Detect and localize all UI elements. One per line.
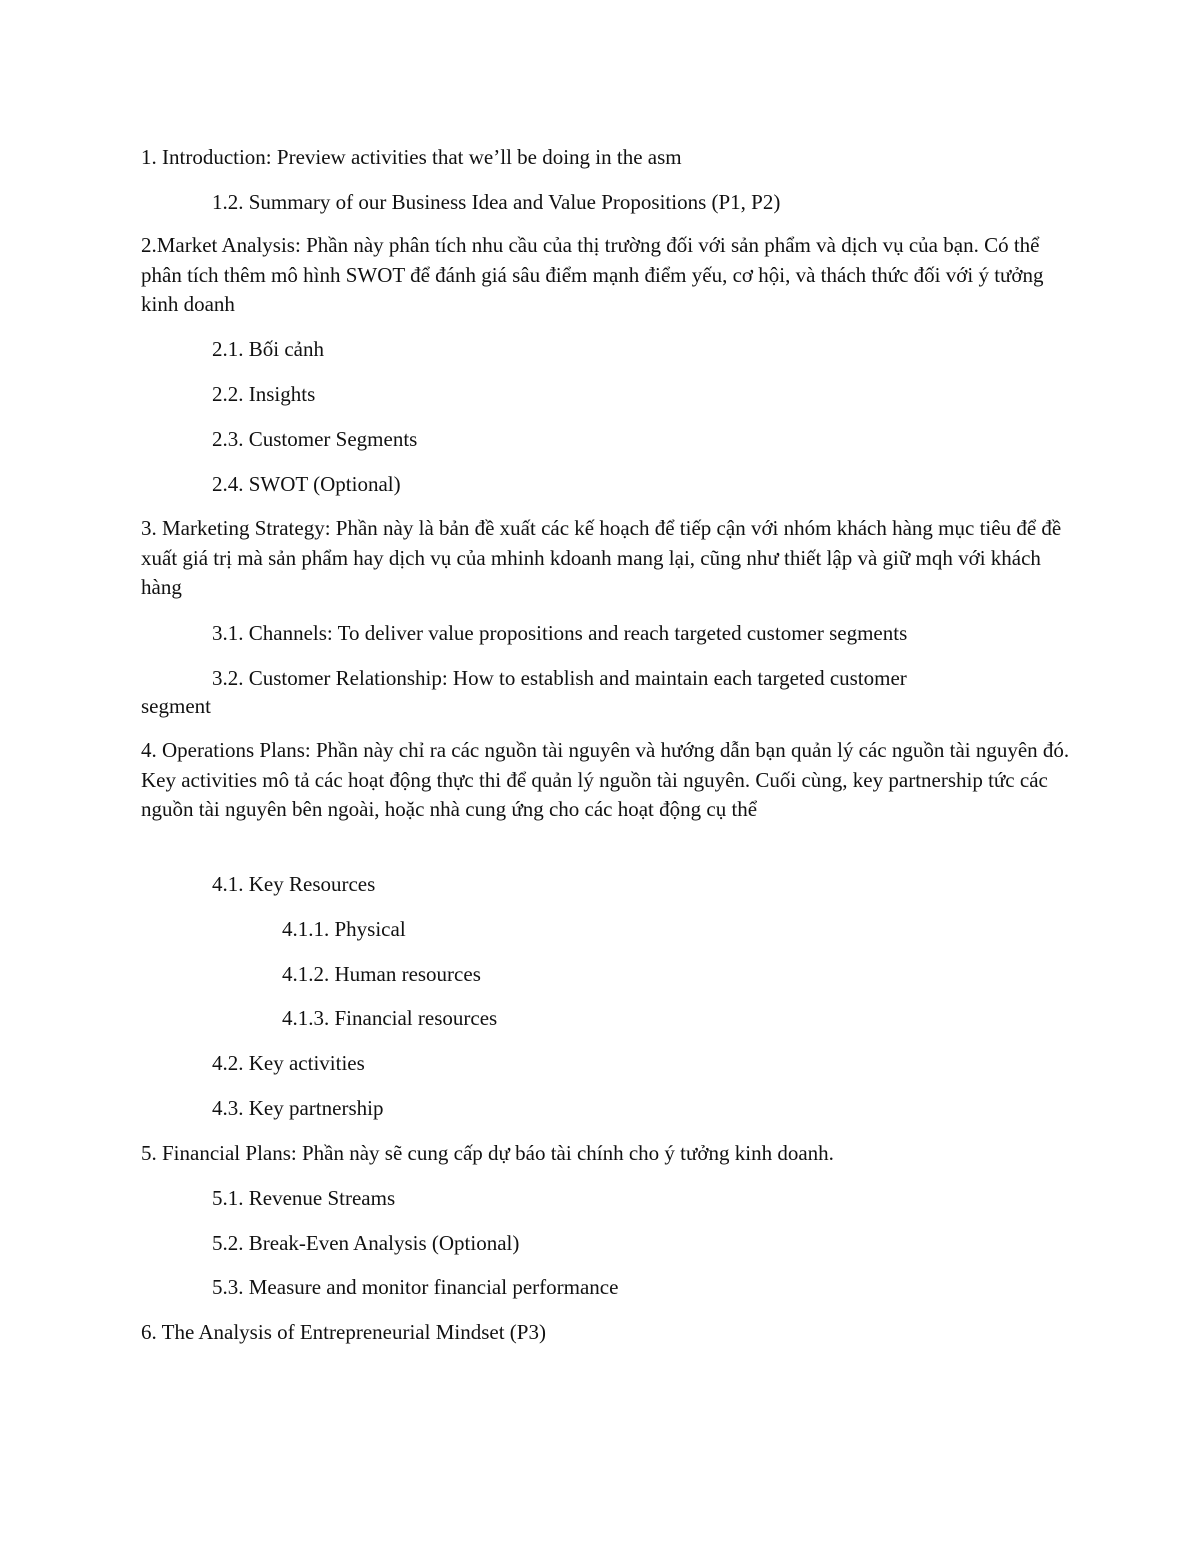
section-5-2-item: 5.2. Break-Even Analysis (Optional) [212,1231,520,1255]
section-5-3-item: 5.3. Measure and monitor financial performance [212,1275,619,1299]
section-3-1-item: 3.1. Channels: To deliver value propositions and reach targeted customer segments [212,621,908,645]
section-4-1-1-item: 4.1.1. Physical [282,917,406,941]
section-2-paragraph: 2.Market Analysis: Phần này phân tích nhu cầu của thị trường đối với sản phẩm và dịch vụ của bạn. Có thể phân tích thêm mô hình SWOT để đánh giá sâu điểm mạnh điểm yếu, cơ hội, và thách thức đối với ý tưởng kinh doanh [141,233,1044,316]
section-1-2-item: 1.2. Summary of our Business Idea and Value Propositions (P1, P2) [212,190,781,214]
section-3-2-item: 3.2. Customer Relationship: How to establish and maintain each targeted customer [212,666,907,690]
section-5-heading: 5. Financial Plans: Phần này sẽ cung cấp dự báo tài chính cho ý tưởng kinh doanh. [141,1141,834,1165]
section-5-1-item: 5.1. Revenue Streams [212,1186,396,1210]
section-4-1-item: 4.1. Key Resources [212,872,376,896]
section-2-4-item: 2.4. SWOT (Optional) [212,472,401,496]
section-3-2-item-continuation: segment [141,694,211,718]
section-4-3-item: 4.3. Key partnership [212,1096,384,1120]
section-4-paragraph: 4. Operations Plans: Phần này chỉ ra các nguồn tài nguyên và hướng dẫn bạn quản lý các nguồn tài nguyên đó. Key activities mô tả các hoạt động thực thi để quản lý nguồn tài nguyên. Cuối cùng, key partnership tức các nguồn tài nguyên bên ngoài, hoặc nhà cung ứng cho các hoạt động cụ thể [141,738,1070,821]
section-2-1-item: 2.1. Bối cảnh [212,337,324,361]
section-2-3-item: 2.3. Customer Segments [212,427,418,451]
section-4-1-3-item: 4.1.3. Financial resources [282,1006,498,1030]
section-4-2-item: 4.2. Key activities [212,1051,365,1075]
section-6-heading: 6. The Analysis of Entrepreneurial Mindset (P3) [141,1320,546,1344]
section-1-heading: 1. Introduction: Preview activities that we’ll be doing in the asm [141,145,682,169]
section-4-1-2-item: 4.1.2. Human resources [282,962,481,986]
section-2-2-item: 2.2. Insights [212,382,316,406]
section-3-paragraph: 3. Marketing Strategy: Phần này là bản đề xuất các kế hoạch để tiếp cận với nhóm khách hàng mục tiêu để đề xuất giá trị mà sản phẩm hay dịch vụ của mhinh kdoanh mang lại, cũng như thiết lập và giữ mqh với khách hàng [141,516,1062,599]
